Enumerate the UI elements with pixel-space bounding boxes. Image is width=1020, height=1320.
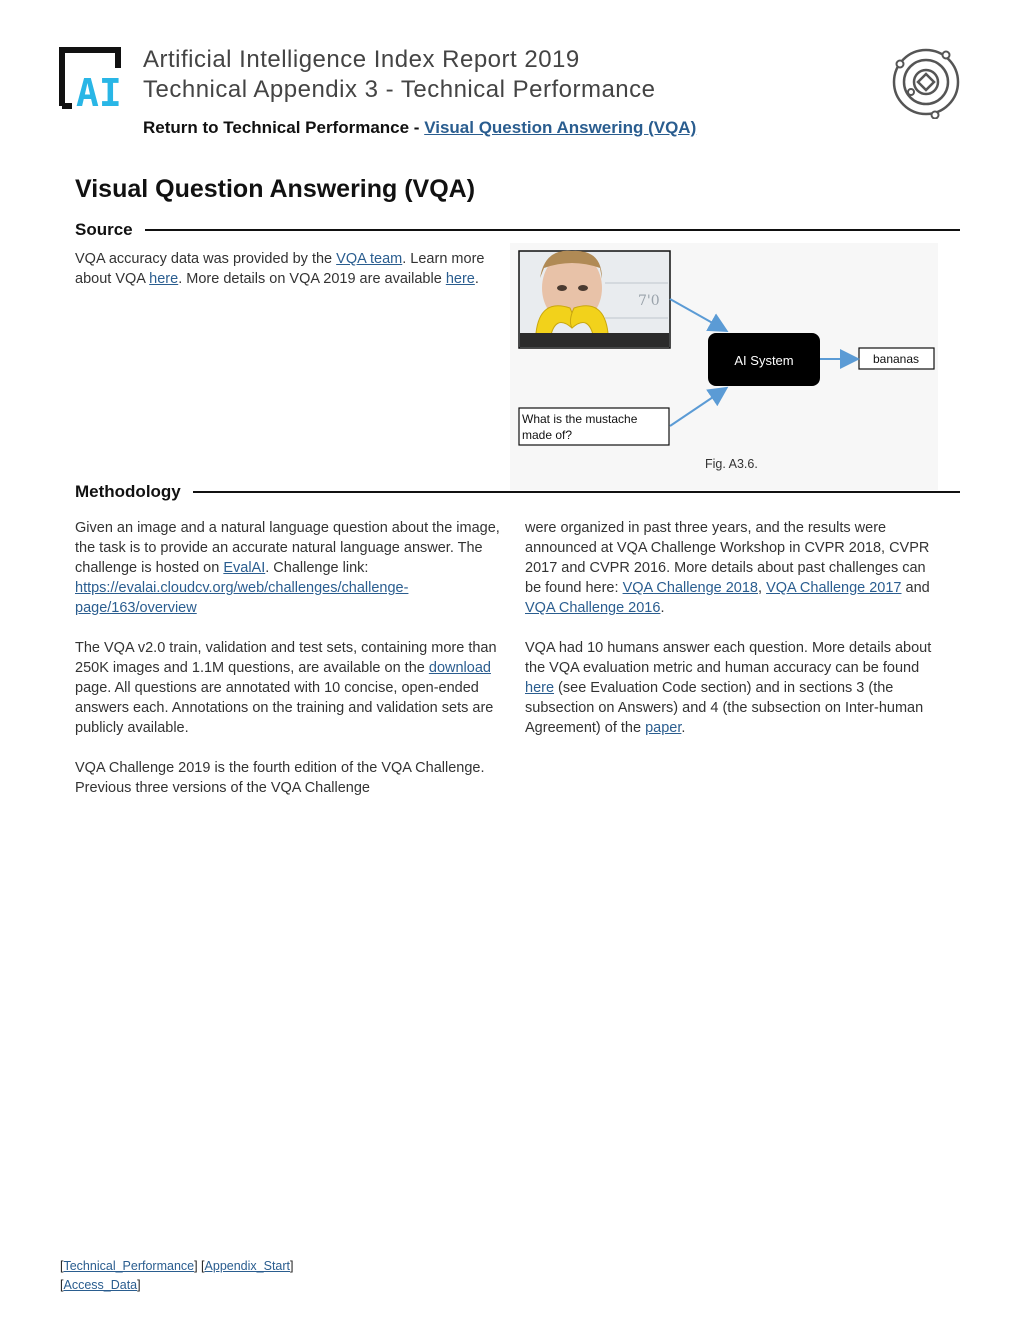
return-link[interactable]: Visual Question Answering (VQA) [424, 118, 697, 137]
appendix-title: Technical Appendix 3 - Technical Performance [143, 76, 656, 103]
source-text-part: . [474, 271, 479, 287]
methodology-heading [75, 482, 960, 502]
appendix-start-link[interactable]: Appendix_Start [204, 1259, 291, 1273]
vqa-challenge-2016-link[interactable]: VQA Challenge 2016 [525, 600, 661, 616]
text-run: , [758, 580, 767, 596]
source-text [75, 249, 500, 289]
footer-nav: [Technical_Performance] [Appendix_Start] [60, 1259, 294, 1273]
ai-index-logo [58, 46, 130, 110]
source-text-part: VQA accuracy data was provided by the [75, 251, 337, 267]
challenge-url-link[interactable]: https://evalai.cloudcv.org/web/challenges/challenge-page/163/overview [75, 580, 409, 616]
methodology-heading-label: Methodology [75, 482, 181, 501]
vqa-challenge-2017-link[interactable]: VQA Challenge 2017 [766, 580, 902, 596]
svg-text:7'0: 7'0 [638, 293, 660, 309]
text-run: Given an image and a natural language question about the image, the task is to provide an accurate natural language answer. The challenge is hosted on [75, 520, 500, 576]
text-run: VQA had 10 humans answer each question. More details about the VQA evaluation metric and human accuracy can be found [525, 640, 932, 676]
return-prefix: Return to Technical Performance - [143, 118, 425, 137]
methodology-paragraph [525, 518, 945, 618]
vqa-2019-here-link[interactable]: here [445, 271, 475, 287]
source-heading-label: Source [75, 220, 133, 239]
text-run: . [660, 600, 665, 616]
orbit-logo-icon [889, 45, 963, 119]
evaluation-here-link[interactable]: here [525, 680, 555, 696]
text-run: page. All questions are annotated with 10 concise, open-ended answers each. Annotations on the training and validation sets are publicly available. [75, 680, 494, 736]
arrow-question-to-ai [670, 389, 725, 426]
question-line1: What is the mustache [522, 412, 638, 426]
section-divider [193, 491, 960, 493]
arrow-photo-to-ai [670, 299, 725, 330]
vqa-figure [510, 243, 938, 490]
text-run: VQA Challenge 2019 is the fourth edition of the VQA Challenge. Previous three versions of the VQA Challenge [75, 760, 485, 796]
return-line [143, 118, 696, 138]
answer-label: bananas [872, 352, 920, 366]
technical-performance-link[interactable]: Technical_Performance [63, 1259, 195, 1273]
vqa-here-link[interactable]: here [149, 271, 179, 287]
figure-caption: Fig. A3.6. [705, 457, 758, 471]
text-run: (see Evaluation Code section) and in sections 3 (the subsection on Answers) and 4 (the subsection on Inter-human Agreement) of the [525, 680, 924, 736]
access-data-link[interactable]: Access_Data [63, 1278, 138, 1292]
text-run: . [681, 720, 686, 736]
footer-access: [Access_Data] [60, 1278, 141, 1292]
text-run: . Challenge link: [265, 560, 369, 576]
example-photo [519, 251, 670, 348]
vqa-challenge-2018-link[interactable]: VQA Challenge 2018 [622, 580, 758, 596]
source-heading [75, 220, 960, 240]
methodology-paragraph [75, 638, 500, 738]
methodology-paragraph [525, 638, 945, 738]
source-text-part: . More details on VQA 2019 are available [178, 271, 446, 287]
methodology-paragraph [75, 758, 500, 798]
paper-link[interactable]: paper [645, 720, 682, 736]
download-link[interactable]: download [428, 660, 491, 676]
methodology-paragraph [75, 518, 500, 618]
page-title: Visual Question Answering (VQA) [75, 175, 476, 203]
text-run: and [901, 580, 930, 596]
report-title: Artificial Intelligence Index Report 2019 [143, 46, 580, 73]
methodology-column-right [525, 518, 945, 758]
text-run: The VQA v2.0 train, validation and test sets, containing more than 250K images and 1.1M questions, are available on the [75, 640, 497, 676]
source-text-part: . Learn more about VQA [75, 251, 485, 287]
ai-system-label: AI System [734, 353, 794, 368]
logo-text: AI [76, 71, 122, 110]
question-line2: made of? [522, 428, 573, 442]
text-run: were organized in past three years, and the results were announced at VQA Challenge Workshop in CVPR 2018, CVPR 2017 and CVPR 2016. More details about past challenges can be found here: [525, 520, 930, 596]
methodology-column-left [75, 518, 500, 818]
evalai-link[interactable]: EvalAI [223, 560, 266, 576]
vqa-team-link[interactable]: VQA team [336, 251, 403, 267]
section-divider [145, 229, 960, 231]
